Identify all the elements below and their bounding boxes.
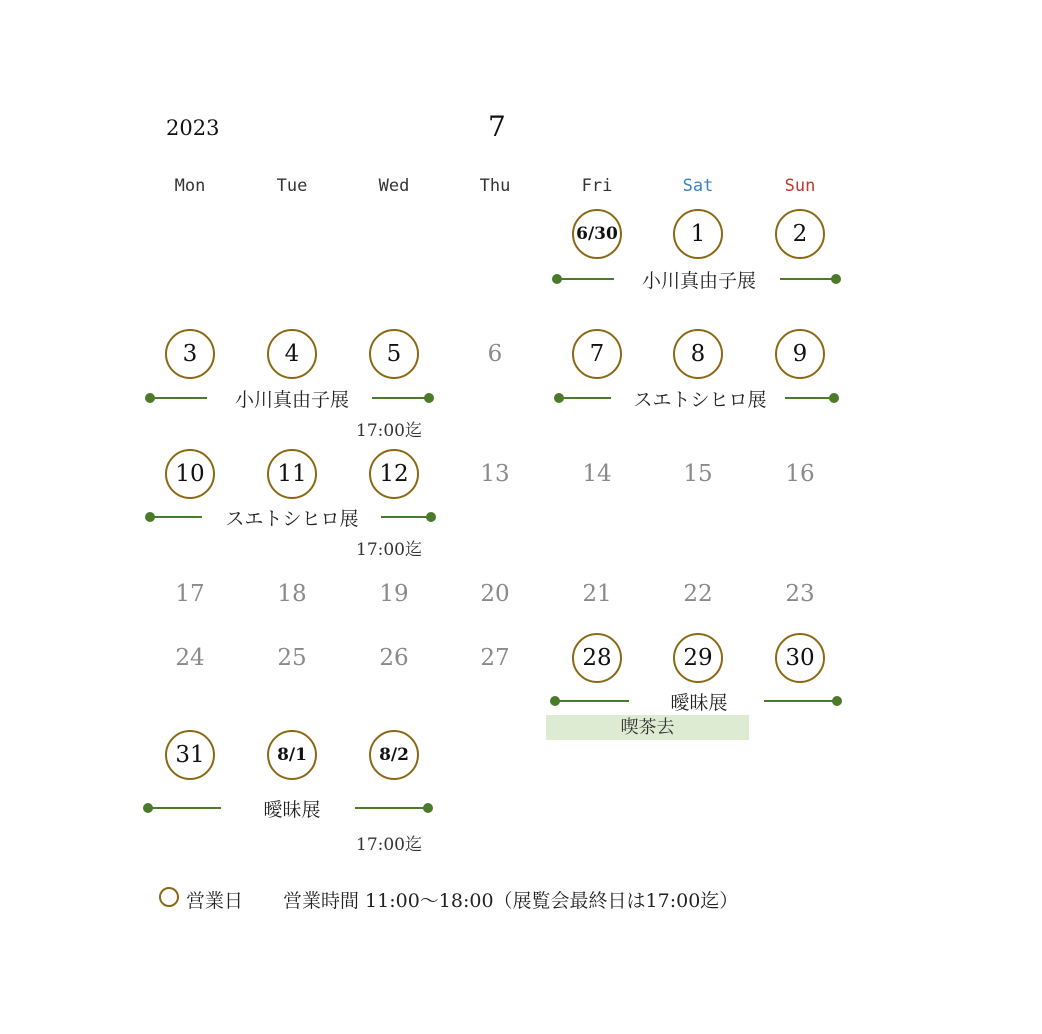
day-cell: 4 — [267, 329, 317, 379]
weekday-tue: Tue — [276, 176, 308, 196]
bar-line-right — [381, 516, 431, 518]
day-cell: 5 — [369, 329, 419, 379]
bar-line-right — [764, 700, 837, 702]
day-cell: 13 — [480, 461, 510, 487]
business-hours-note: 営業時間 11:00〜18:00（展覧会最終日は17:00迄） — [283, 890, 739, 912]
day-cell: 27 — [480, 645, 510, 671]
day-cell: 12 — [369, 449, 419, 499]
day-cell: 1 — [673, 209, 723, 259]
day-cell: 16 — [785, 461, 815, 487]
day-cell: 28 — [572, 633, 622, 683]
bar-line-left — [557, 278, 614, 280]
day-cell: 17 — [175, 581, 205, 607]
exhibition-label: 小川真由子展 — [234, 389, 350, 411]
day-cell: 8/1 — [267, 730, 317, 780]
day-cell: 6/30 — [572, 209, 622, 259]
weekday-wed: Wed — [378, 176, 410, 196]
bar-line-left — [555, 700, 629, 702]
exhibition-label: スエトシヒロ展 — [225, 508, 359, 530]
day-cell: 8/2 — [369, 730, 419, 780]
bar-line-left — [148, 807, 221, 809]
exhibition-label: 曖昧展 — [670, 692, 728, 714]
bar-end-dot — [424, 393, 434, 403]
bar-end-dot — [426, 512, 436, 522]
day-cell: 2 — [775, 209, 825, 259]
bar-line-right — [785, 397, 834, 399]
bar-line-right — [780, 278, 836, 280]
day-cell: 26 — [379, 645, 409, 671]
day-cell: 29 — [673, 633, 723, 683]
bar-end-dot — [831, 274, 841, 284]
day-cell: 11 — [267, 449, 317, 499]
day-cell: 22 — [683, 581, 713, 607]
day-cell: 3 — [165, 329, 215, 379]
day-cell: 21 — [582, 581, 612, 607]
exhibition-label: スエトシヒロ展 — [633, 389, 767, 411]
day-cell: 19 — [379, 581, 409, 607]
bar-line-right — [355, 807, 428, 809]
year-label: 2023 — [166, 116, 220, 140]
day-cell: 9 — [775, 329, 825, 379]
weekday-sat: Sat — [682, 176, 714, 196]
day-cell: 18 — [277, 581, 307, 607]
day-cell: 23 — [785, 581, 815, 607]
bar-end-dot — [832, 696, 842, 706]
exhibition-label: 小川真由子展 — [641, 270, 757, 292]
month-label: 7 — [488, 110, 506, 143]
day-cell: 14 — [582, 461, 612, 487]
exhibition-label: 曖昧展 — [263, 799, 321, 821]
day-cell: 31 — [165, 730, 215, 780]
day-cell: 7 — [572, 329, 622, 379]
closing-time-note: 17:00迄 — [356, 421, 422, 441]
bar-line-left — [150, 397, 207, 399]
day-cell: 10 — [165, 449, 215, 499]
bar-line-right — [372, 397, 429, 399]
bar-line-left — [559, 397, 611, 399]
day-cell: 20 — [480, 581, 510, 607]
day-cell: 24 — [175, 645, 205, 671]
cafe-banner: 喫茶去 — [546, 715, 749, 740]
day-cell: 25 — [277, 645, 307, 671]
weekday-fri: Fri — [581, 176, 613, 196]
day-cell: 8 — [673, 329, 723, 379]
weekday-mon: Mon — [174, 176, 206, 196]
closing-time-note: 17:00迄 — [356, 540, 422, 560]
bar-line-left — [150, 516, 202, 518]
day-cell: 30 — [775, 633, 825, 683]
day-cell: 15 — [683, 461, 713, 487]
weekday-thu: Thu — [479, 176, 511, 196]
closing-time-note: 17:00迄 — [356, 835, 422, 855]
day-cell: 6 — [487, 341, 503, 367]
open-day-legend-label: 営業日 — [186, 890, 244, 912]
weekday-sun: Sun — [784, 176, 816, 196]
bar-end-dot — [829, 393, 839, 403]
bar-end-dot — [423, 803, 433, 813]
open-day-legend-icon — [159, 887, 179, 907]
